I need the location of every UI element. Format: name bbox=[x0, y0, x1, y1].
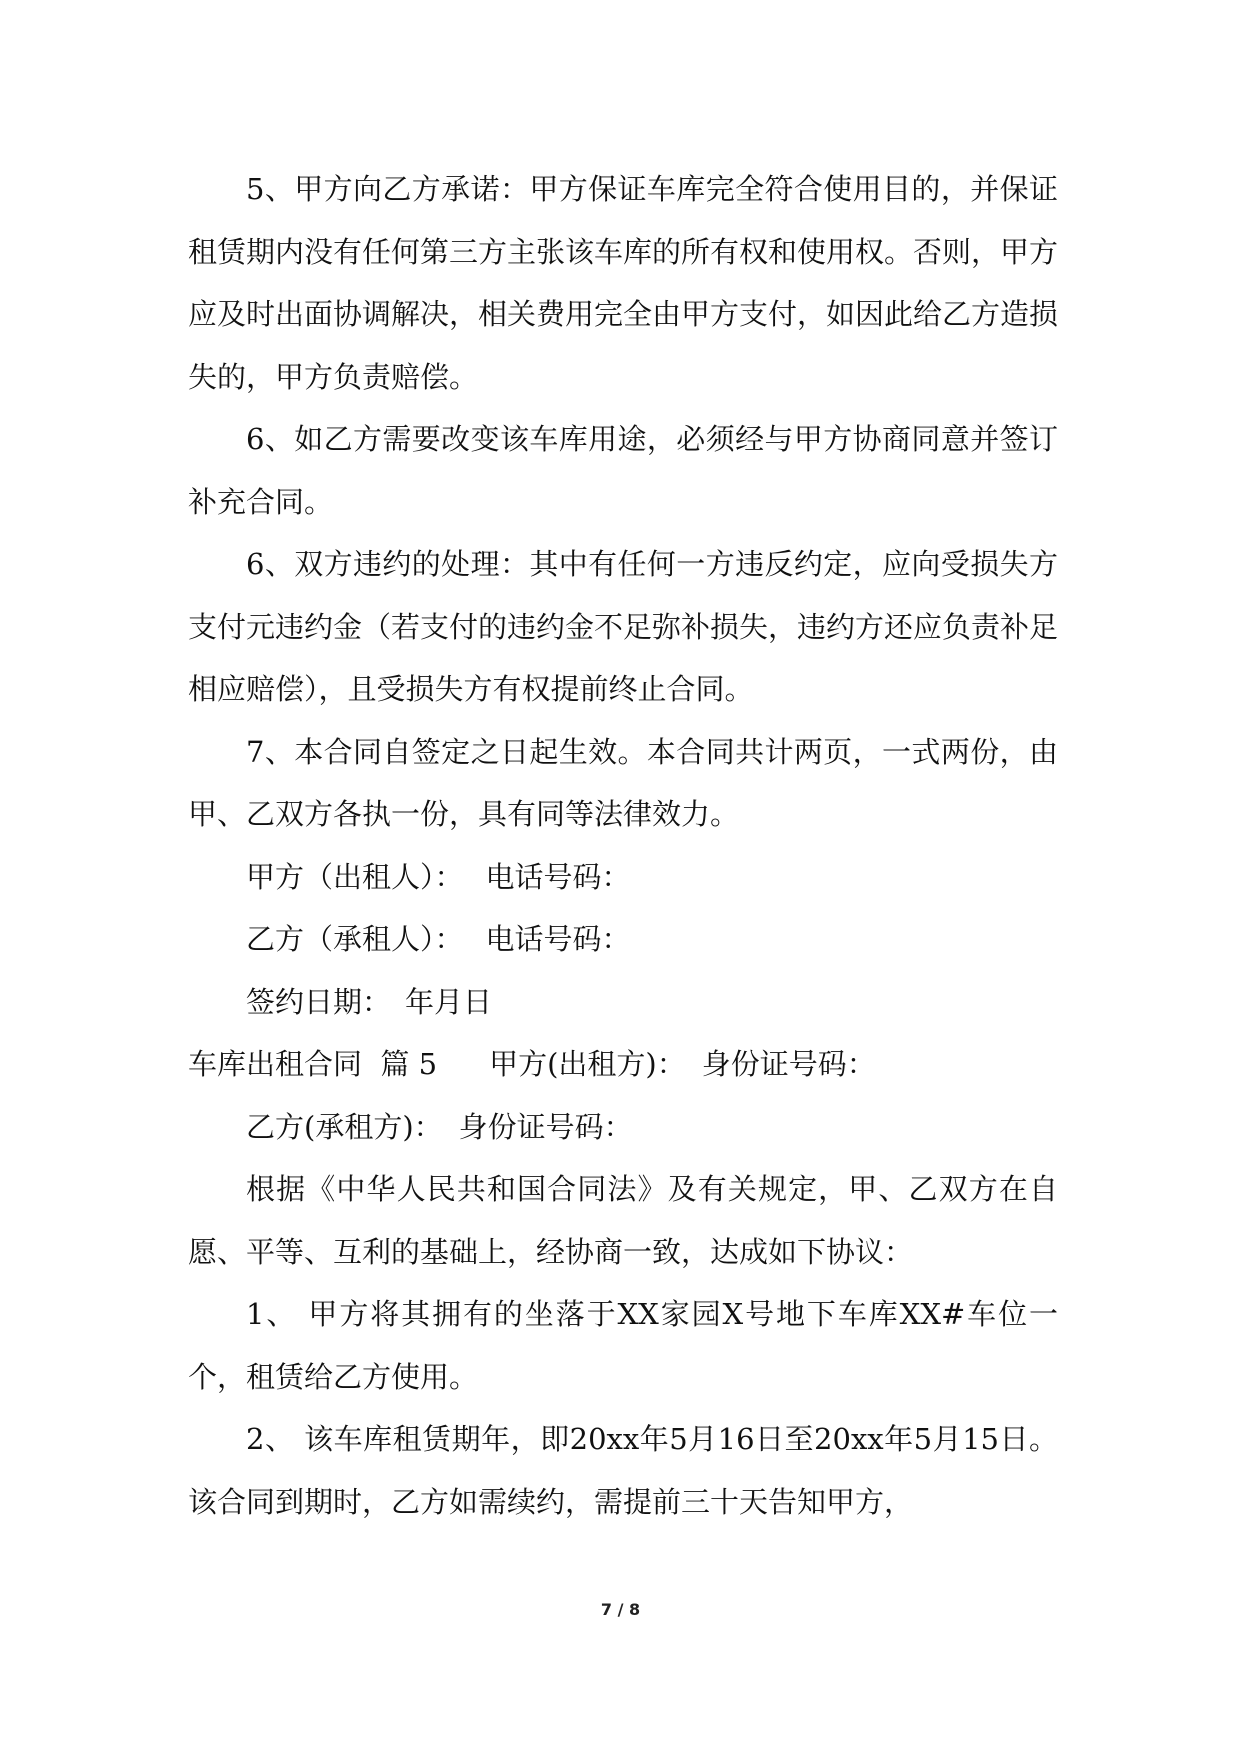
lessee-phone-label: 电话号码： bbox=[485, 922, 631, 956]
clause-7: 7、本合同自签定之日起生效。本合同共计两页，一式两份，由甲、乙双方各执一份，具有同等法律效力。 bbox=[188, 734, 1058, 831]
lessor-phone-label: 电话号码： bbox=[485, 859, 631, 894]
preamble: 根据《中华人民共和国合同法》及有关规定，甲、乙双方在自愿、平等、互利的基础上，经协商一致，达成如下协议： bbox=[188, 1172, 1058, 1269]
party-a-label: 甲方(出租方)： bbox=[489, 1047, 686, 1081]
date-value: 年月日 bbox=[405, 984, 493, 1019]
date-label: 签约日期： bbox=[246, 984, 392, 1019]
section-heading-line bbox=[188, 1033, 1058, 1096]
signature-date-line bbox=[188, 971, 1058, 1034]
clause-6-breach: 6、双方违约的处理：其中有任何一方违反约定，应向受损失方支付元违约金（若支付的违约金不足弥补损失，违约方还应负责补足相应赔偿），且受损失方有权提前终止合同。 bbox=[188, 547, 1059, 706]
page-number: 7 / 8 bbox=[600, 1600, 641, 1619]
party-b-label: 乙方(承租方)： bbox=[246, 1109, 443, 1144]
lessee-label: 乙方（承租人）： bbox=[246, 922, 464, 956]
section-title: 车库出租合同 篇 5 bbox=[188, 1047, 438, 1081]
signature-lessor-line bbox=[188, 846, 1058, 909]
party-b-line bbox=[188, 1096, 1058, 1159]
clause-2: 2、 该车库租赁期年，即20xx年5月16日至20xx年5月15日。该合同到期时，乙方如需续约，需提前三十天告知甲方， bbox=[188, 1422, 1058, 1519]
party-a-id-label: 身份证号码： bbox=[701, 1047, 876, 1081]
clause-1: 1、 甲方将其拥有的坐落于XX家园X号地下车库XX#车位一个，租赁给乙方使用。 bbox=[188, 1297, 1058, 1394]
clause-6-purpose: 6、如乙方需要改变该车库用途，必须经与甲方协商同意并签订补充合同。 bbox=[188, 422, 1058, 519]
document-body bbox=[188, 158, 1058, 1533]
lessor-label: 甲方（出租人）： bbox=[246, 859, 464, 894]
clause-5: 5、甲方向乙方承诺：甲方保证车库完全符合使用目的，并保证租赁期内没有任何第三方主张该车库的所有权和使用权。否则，甲方应及时出面协调解决，相关费用完全由甲方支付，如因此给乙方造损失的，甲方负责赔偿。 bbox=[188, 172, 1059, 394]
party-b-id-label: 身份证号码： bbox=[458, 1109, 633, 1144]
signature-lessee-line bbox=[188, 908, 1058, 971]
